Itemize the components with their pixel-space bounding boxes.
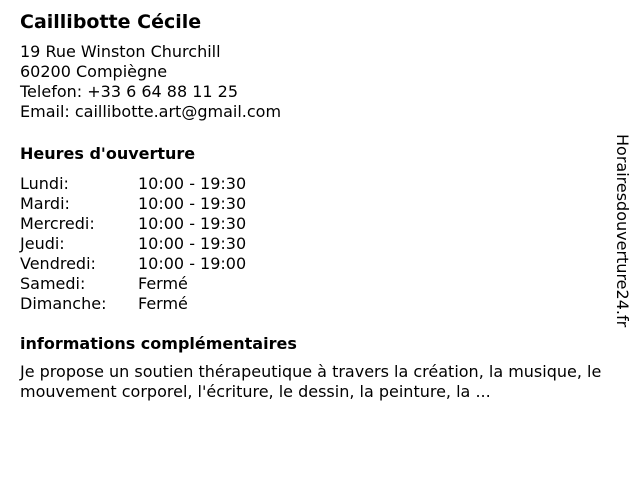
day-label: Mardi: <box>20 194 70 213</box>
contact-block <box>20 42 615 122</box>
time-value: 10:00 - 19:30 <box>138 214 247 233</box>
site-watermark: Horairesdouverture24.fr <box>613 134 632 328</box>
hours-row-saturday <box>20 274 615 294</box>
day-label: Mercredi: <box>20 214 95 233</box>
info-heading: informations complémentaires <box>20 334 297 353</box>
time-value: 10:00 - 19:30 <box>138 194 247 213</box>
day-label: Vendredi: <box>20 254 96 273</box>
info-description: Je propose un soutien thérapeutique à travers la création, la musique, le mouvement corporel, l'écriture, le dessin, la peinture, la ... <box>20 362 602 401</box>
day-label: Samedi: <box>20 274 86 293</box>
day-label: Jeudi: <box>20 234 65 253</box>
business-card <box>20 10 615 402</box>
email-address: Email: caillibotte.art@gmail.com <box>20 102 282 121</box>
time-value: Fermé <box>138 294 188 313</box>
city-postal: 60200 Compiègne <box>20 62 168 81</box>
phone-number: Telefon: +33 6 64 88 11 25 <box>20 82 239 101</box>
time-value: Fermé <box>138 274 188 293</box>
time-value: 10:00 - 19:30 <box>138 234 247 253</box>
opening-hours-table <box>20 174 615 314</box>
day-label: Dimanche: <box>20 294 107 313</box>
hours-row-tuesday <box>20 194 615 214</box>
hours-heading: Heures d'ouverture <box>20 144 196 163</box>
hours-row-wednesday <box>20 214 615 234</box>
hours-row-monday <box>20 174 615 194</box>
hours-row-sunday <box>20 294 615 314</box>
hours-row-thursday <box>20 234 615 254</box>
street-address: 19 Rue Winston Churchill <box>20 42 221 61</box>
day-label: Lundi: <box>20 174 69 193</box>
business-name: Caillibotte Cécile <box>20 11 202 33</box>
time-value: 10:00 - 19:00 <box>138 254 247 273</box>
time-value: 10:00 - 19:30 <box>138 174 247 193</box>
hours-row-friday <box>20 254 615 274</box>
